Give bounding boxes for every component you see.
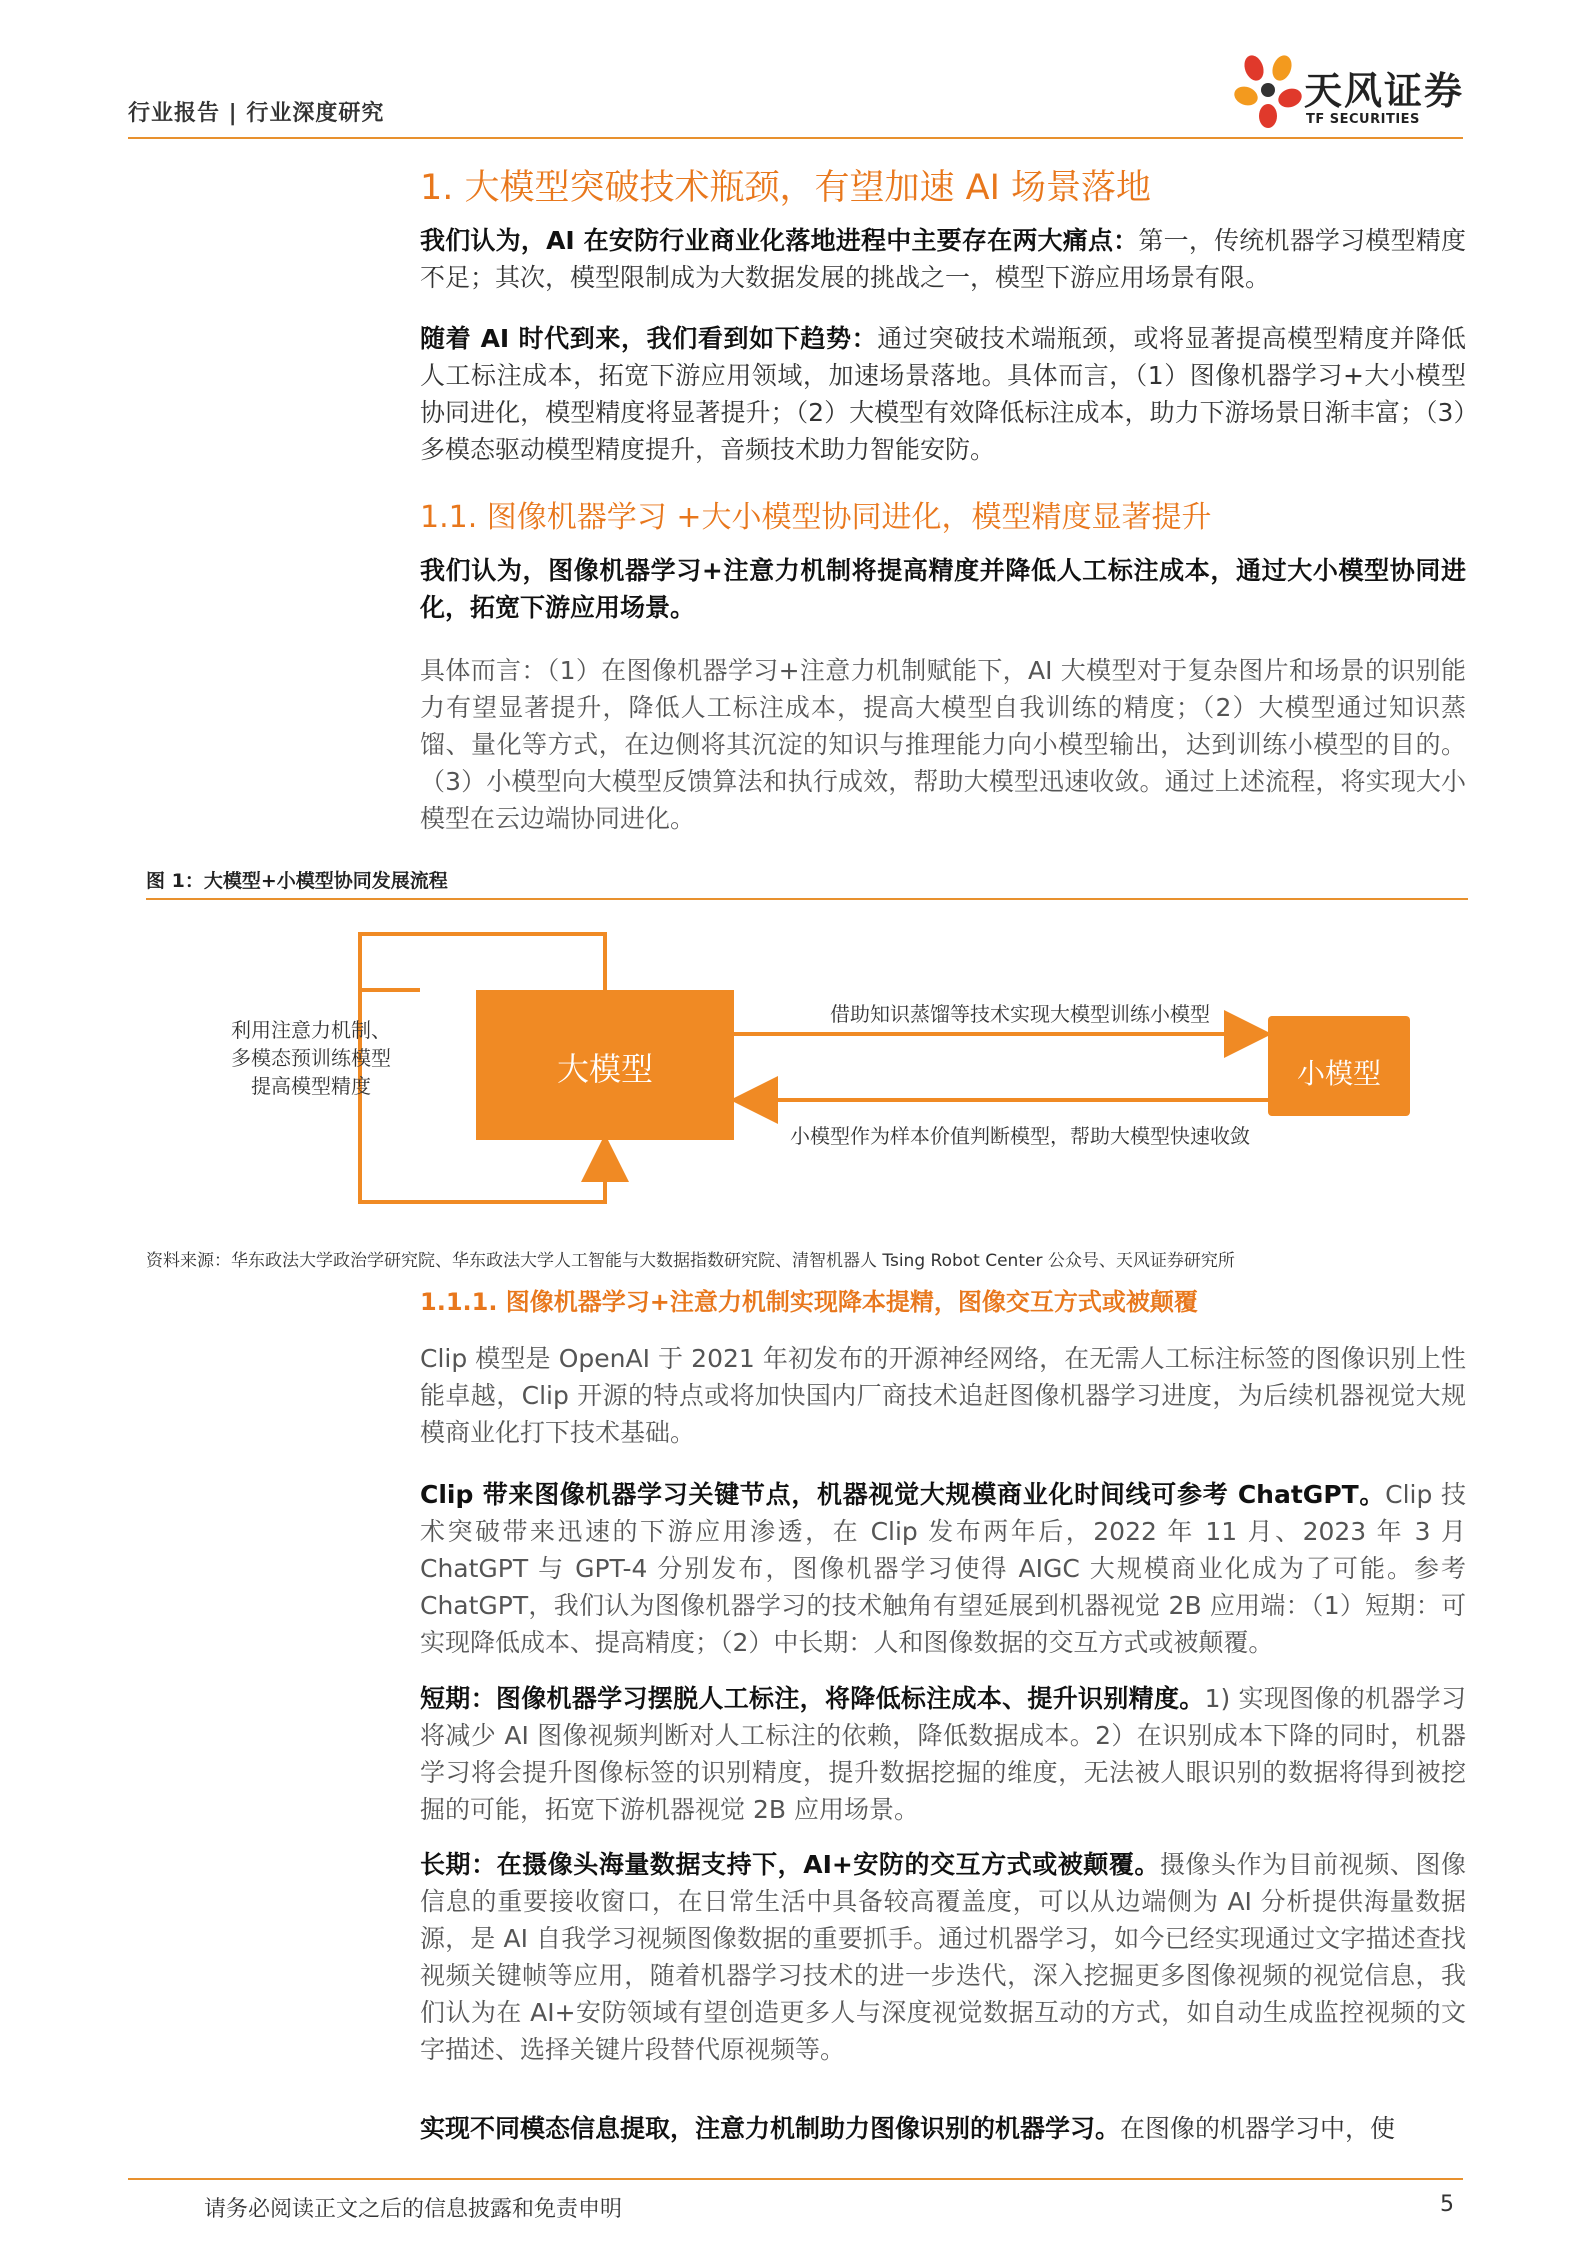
paragraph-body: Clip 技术突破带来迅速的下游应用渗透，在 Clip 发布两年后，2022 年 11 月、2023 年 3 月 ChatGPT 与 GPT-4 分别发布，图像机器学习使得 AIGC 大规模商业化成为了可能。参考 ChatGPT，我们认为图像机器学习的技术触角有望延展到机器视觉 2B 应用端：（1）短期：可实现降低成本、提高精度；（2）中长期：人和图像数据的交互方式或被颠覆。: [420, 1480, 1466, 1657]
company-logo: [1232, 46, 1472, 138]
paragraph-body: 通过突破技术端瓶颈，或将显著提高模型精度并降低人工标注成本，拓宽下游应用领域，加速场景落地。具体而言，（1）图像机器学习+大小模型协同进化，模型精度将显著提升；（2）大模型有效降低标注成本，助力下游场景日渐丰富；（3）多模态驱动模型精度提升，音频技术助力智能安防。: [420, 324, 1466, 464]
section-1-1-1-title: 1.1.1. 图像机器学习+注意力机制实现降本提精，图像交互方式或被颠覆: [420, 1288, 1198, 1316]
paragraph-lead: 短期：图像机器学习摆脱人工标注，将降低标注成本、提升识别精度。: [420, 1684, 1205, 1713]
logo-text-en: TF SECURITIES: [1306, 112, 1420, 127]
section-1-title: 1. 大模型突破技术瓶颈，有望加速 AI 场景落地: [420, 168, 1152, 208]
page-number: 5: [1440, 2192, 1454, 2217]
section-1-1-1-paragraph-5: [420, 2110, 1466, 2147]
paragraph-lead: 我们认为，AI 在安防行业商业化落地进程中主要存在两大痛点：: [420, 226, 1139, 255]
section-1-1-1-paragraph-2: [420, 1476, 1466, 1661]
section-1-1-1-paragraph-1: Clip 模型是 OpenAI 于 2021 年初发布的开源神经网络，在无需人工标注标签的图像识别上性能卓越，Clip 开源的特点或将加快国内厂商技术追赶图像机器学习进度，为后续机器视觉大规模商业化打下技术基础。: [420, 1344, 1466, 1447]
paragraph-lead: 长期：在摄像头海量数据支持下，AI+安防的交互方式或被颠覆。: [420, 1850, 1160, 1879]
paragraph-lead: 实现不同模态信息提取，注意力机制助力图像识别的机器学习。: [420, 2114, 1121, 2143]
figure-title: 图 1：大模型+小模型协同发展流程: [146, 870, 448, 892]
section-1-1-1-paragraph-4: [420, 1846, 1466, 2068]
section-1-1-title: 1.1. 图像机器学习 +大小模型协同进化，模型精度显著提升: [420, 500, 1212, 535]
section-1-1-1-paragraph-3: [420, 1680, 1466, 1828]
paragraph-lead: Clip 带来图像机器学习关键节点，机器视觉大规模商业化时间线可参考 ChatGPT。: [420, 1480, 1386, 1509]
paragraph-lead: 我们认为，图像机器学习+注意力机制将提高精度并降低人工标注成本，通过大小模型协同进化，拓宽下游应用场景。: [420, 556, 1466, 622]
footer-divider: [128, 2178, 1463, 2180]
header-divider: [128, 137, 1463, 139]
left-annotation: [196, 1016, 426, 1100]
section-1-paragraph-1: [420, 222, 1466, 296]
footer-disclaimer: 请务必阅读正文之后的信息披露和免责申明: [204, 2197, 623, 2222]
section-1-1-paragraph-1: [420, 552, 1466, 626]
figure-source: 资料来源：华东政法大学政治学研究院、华东政法大学人工智能与大数据指数研究院、清智机器人 Tsing Robot Center 公众号、天风证券研究所: [146, 1251, 1235, 1271]
top-arrow-label: 借助知识蒸馏等技术实现大模型训练小模型: [830, 1002, 1210, 1026]
flower-logo-icon: [1232, 46, 1304, 138]
small-model-label: 小模型: [1296, 1057, 1381, 1090]
left-annotation-line-2: 多模态预训练模型: [231, 1046, 391, 1070]
paragraph-body: 摄像头作为目前视频、图像信息的重要接收窗口，在日常生活中具备较高覆盖度，可以从边端侧为 AI 分析提供海量数据源，是 AI 自我学习视频图像数据的重要抓手。通过机器学习，如今已经实现通过文字描述查找视频关键帧等应用，随着机器学习技术的进一步迭代，深入挖掘更多图像视频的视觉信息，我们认为在 AI+安防领域有望创造更多人与深度视觉数据互动的方式，如自动生成监控视频的文字描述、选择关键片段替代原视频等。: [420, 1850, 1466, 2064]
paragraph-body: 在图像的机器学习中，使: [1120, 2114, 1396, 2143]
breadcrumb: 行业报告 | 行业深度研究: [128, 101, 385, 126]
bottom-arrow-label: 小模型作为样本价值判断模型，帮助大模型快速收敛: [790, 1124, 1250, 1148]
section-1-1-paragraph-2: 具体而言：（1）在图像机器学习+注意力机制赋能下，AI 大模型对于复杂图片和场景的识别能力有望显著提升，降低人工标注成本，提高大模型自我训练的精度；（2）大模型通过知识蒸馏、量化等方式，在边侧将其沉淀的知识与推理能力向小模型输出，达到训练小模型的目的。（3）小模型向大模型反馈算法和执行成效，帮助大模型迅速收敛。通过上述流程，将实现大小模型在云边端协同进化。: [420, 656, 1466, 833]
loop-top-segment: [360, 934, 605, 990]
paragraph-body: 第一，传统机器学习模型精度不足；其次，模型限制成为大数据发展的挑战之一，模型下游应用场景有限。: [420, 226, 1466, 292]
paragraph-body: 1) 实现图像的机器学习将减少 AI 图像视频判断对人工标注的依赖，降低数据成本。2）在识别成本下降的同时，机器学习将会提升图像标签的识别精度，提升数据挖掘的维度，无法被人眼识别的数据将得到被挖掘的可能，拓宽下游机器视觉 2B 应用场景。: [420, 1684, 1466, 1824]
paragraph-lead: 随着 AI 时代到来，我们看到如下趋势：: [420, 324, 878, 353]
left-annotation-line-1: 利用注意力机制、: [231, 1018, 391, 1042]
big-model-label: 大模型: [556, 1050, 653, 1088]
logo-text-cn: 天风证券: [1304, 69, 1465, 113]
section-1-paragraph-2: [420, 320, 1466, 468]
left-annotation-line-3: 提高模型精度: [251, 1074, 371, 1098]
